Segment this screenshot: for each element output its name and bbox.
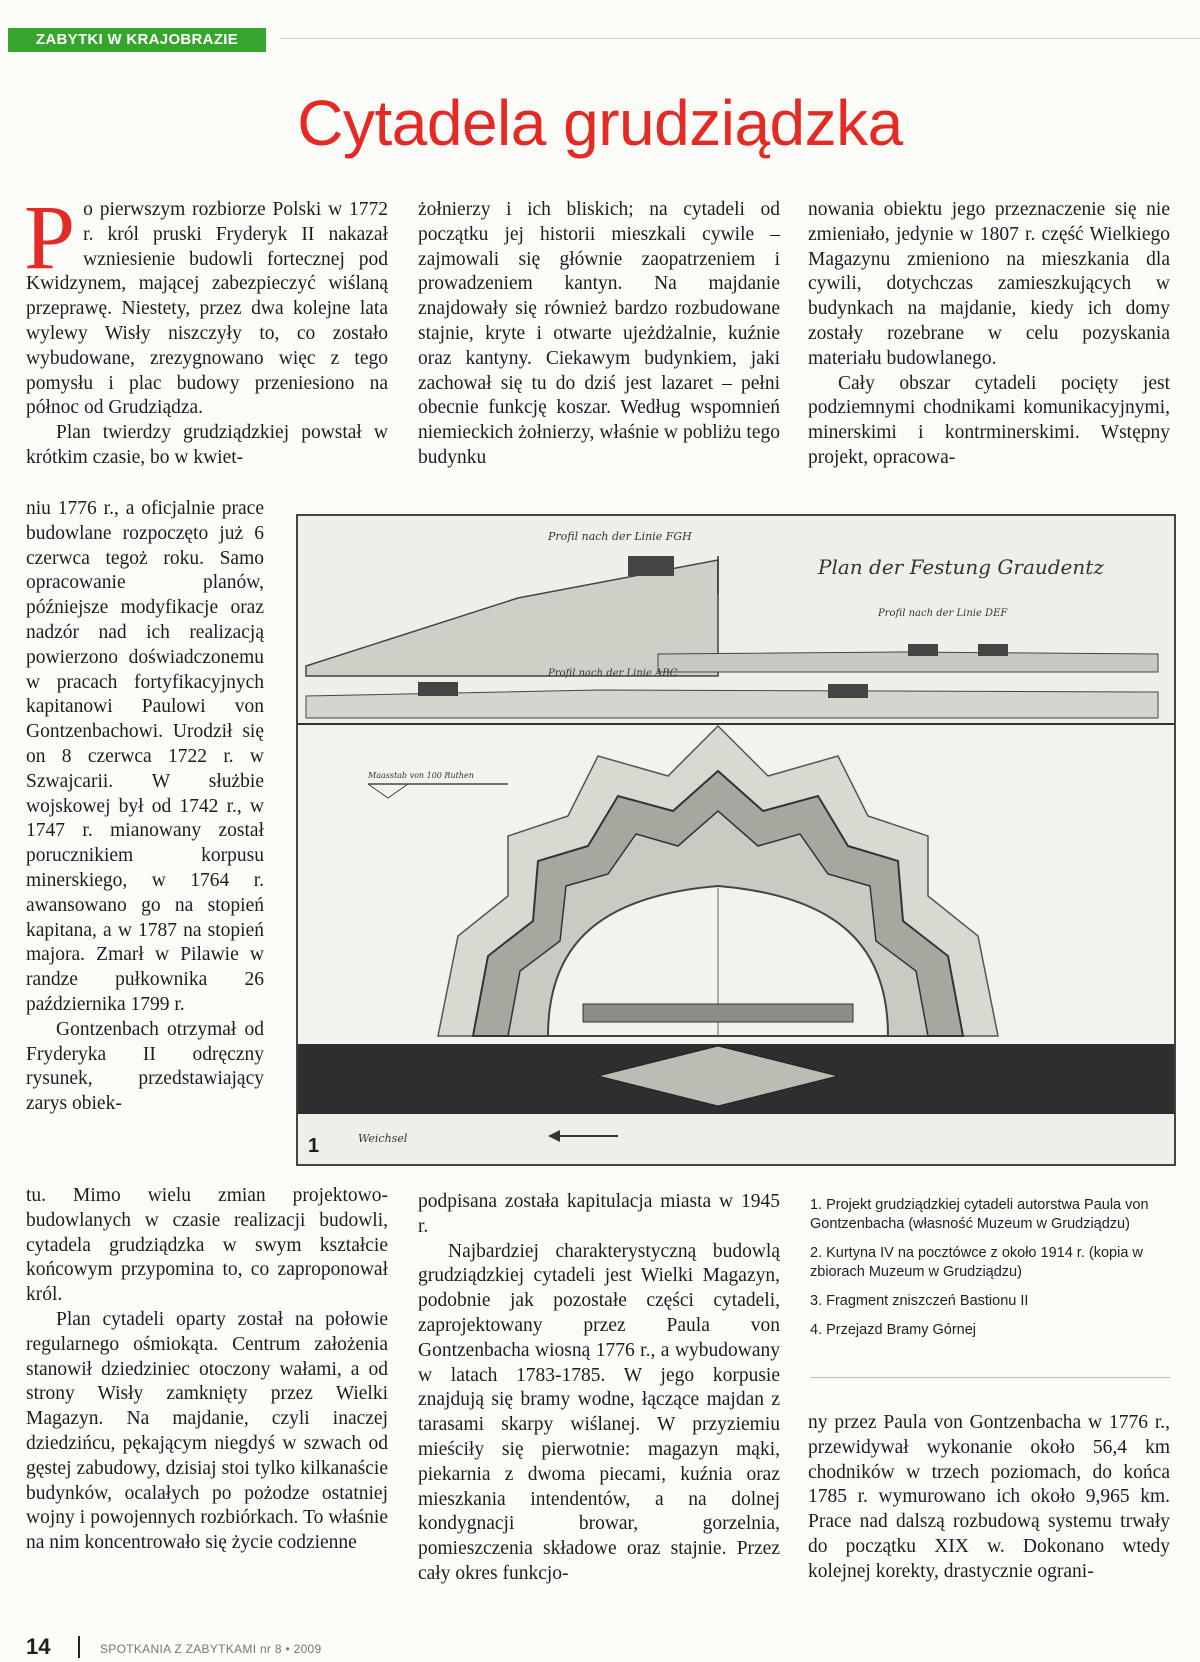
publication-name: SPOTKANIA Z ZABYTKAMI nr 8 • 2009: [100, 1642, 322, 1656]
profile-building: [978, 644, 1008, 656]
lower-strip: [298, 1114, 1174, 1164]
profile-label-1: Profil nach der Linie FGH: [548, 530, 692, 543]
column-2-bottom: [418, 1190, 780, 1587]
scale-bar-mark: [368, 784, 408, 798]
paragraph: Cały obszar cytadeli pocięty jest podziemnymi chodnikami komunikacyjnymi, minerskimi i kontrminerskimi. Wstępny projekt, opracowa-: [808, 372, 1170, 468]
article-title: Cytadela grudziądzka: [297, 87, 903, 159]
drop-cap: P: [24, 186, 76, 288]
top-rule: [280, 38, 1200, 39]
paragraph-text: o pierwszym rozbiorze Polski w 1772 r. król pruski Fryderyk II nakazał wzniesienie budowli fortecznej pod Kwidzynem, mającej zabezpieczyć wiślaną przeprawę. Niestety, przez dwa kolejne lata wylewy Wisły niszczyły to, co zostało wybudowane, zrezygnowano więc z tego pomysłu i plac budowy przeniesiono na północ od Grudziądza.: [26, 199, 388, 419]
column-1-top: [24, 186, 388, 471]
great-magazine: [583, 1004, 853, 1022]
column-3-top: [808, 198, 1170, 471]
figure-captions: [810, 1196, 1180, 1350]
caption: 2. Kurtyna IV na pocztówce z około 1914 r. (kopia w zbiorach Muzeum w Grudziądzu): [810, 1245, 1143, 1280]
profile-building: [628, 556, 674, 576]
paragraph: nowania obiektu jego przeznaczenie się nie zmieniało, jedynie w 1807 r. część Wielkiego Magazynu zmieniono na mieszkania dla cywili, dotychczas zamieszkujących w budynkach na majdanie, kiedy ich domy zostały rozebrane w celu pozyskania materiału budowlanego.: [808, 199, 1170, 369]
column-3-bottom: [808, 1411, 1170, 1585]
fortress-plan-figure: [296, 514, 1176, 1166]
column-1-narrow: [26, 497, 264, 1117]
profile-label-2: Profil nach der Linie DEF: [878, 608, 1008, 619]
paragraph: Plan cytadeli oparty został na połowie regularnego ośmiokąta. Centrum założenia stanowił dziedziniec otoczony wałami, a od strony Wisły zamknięty przez Wielki Magazyn. Na majdanie, czyli inaczej dziedzińcu, pękającym niegdyś w szwach od gęstej zabudowy, dzisiaj stoi tylko kilkanaście budynków, ocalałych po pożodze ostatniej wojny i powojennych rozbiórkach. To właśnie na nim koncentrowało się życie codzienne: [26, 1308, 388, 1554]
fortress-plan-drawing: [298, 516, 1174, 1164]
profile-building: [828, 684, 868, 698]
profile-label-3: Profil nach der Linie ABC: [548, 668, 678, 679]
caption: 4. Przejazd Bramy Górnej: [810, 1322, 977, 1338]
paragraph: ny przez Paula von Gontzenbacha w 1776 r., przewidywał wykonanie około 56,4 km chodników w trzech poziomach, do końca 1785 r. wymurowano ich około 9,965 km. Prace nad dalszą rozbudową systemu trwały do początku XIX w. Dokonano wtedy kolejnej korekty, drastycznie ograni-: [808, 1412, 1170, 1582]
scale-label: Maasstab von 100 Ruthen: [368, 771, 474, 780]
column-2-top: [418, 198, 780, 471]
plan-title: Plan der Festung Graudentz: [818, 555, 1104, 579]
profile-building: [418, 682, 458, 696]
page-number: 14: [26, 1634, 51, 1659]
paragraph: tu. Mimo wielu zmian projektowo-budowlanych w czasie realizacji budowli, cytadela grudziądzka w swym kształcie końcowym przypomina to, co zaproponował król.: [26, 1185, 388, 1306]
paragraph: [24, 186, 388, 421]
section-tag: ZABYTKI W KRAJOBRAZIE: [8, 28, 266, 52]
paragraph: Najbardziej charakterystyczną budowlą grudziądzkiej cytadeli jest Wielki Magazyn, podobnie jak pozostałe części cytadeli, zaprojektowany przez Paula von Gontzenbacha wiosną 1776 r., a wybudowany w latach 1783-1785. W jego korpusie znajdują się bramy wodne, łączące majdan z tarasami skarpy wiślanej. W przyziemiu mieściły się pierwotnie: magazyn mąki, piekarnia z dwoma piecami, kuźnia oraz mieszkania intendentów, a na dolnej kondygnacji browar, gorzelnia, pomieszczenia składowe oraz stajnie. Przez cały okres funkcjo-: [418, 1240, 780, 1584]
footer-divider: [78, 1636, 80, 1658]
caption-rule: [810, 1377, 1170, 1378]
paragraph: niu 1776 r., a oficjalnie prace budowlane rozpoczęto już 6 czerwca tegoż roku. Samo opracowanie planów, późniejsze modyfikacje oraz nadzór nad ich realizacją powierzono doświadczonemu w pracach fortyfikacyjnych kapitanowi Paulowi von Gontzenbachowi. Urodził się on 8 czerwca 1722 r. w Szwajcarii. W służbie wojskowej był od 1742 r., w 1747 r. mianowany został porucznikiem korpusu minerskiego, w 1764 r. awansowano go na stopień kapitana, a w 1787 na stopień majora. Zmarł w Pilawie w randze pułkownika 26 października 1799 r.: [26, 498, 264, 1015]
caption: 1. Projekt grudziądzkiej cytadeli autorstwa Paula von Gontzenbacha (własność Muzeum w Grudziądzu): [810, 1197, 1149, 1232]
column-1-bottom: [26, 1184, 388, 1556]
paragraph: podpisana została kapitulacja miasta w 1945 r.: [418, 1191, 780, 1237]
river-label: Weichsel: [358, 1132, 408, 1145]
profile-building: [908, 644, 938, 656]
figure-number: 1: [308, 1135, 320, 1157]
paragraph: Gontzenbach otrzymał od Fryderyka II odręczny rysunek, przedstawiający zarys obiek-: [26, 1018, 264, 1115]
paragraph: Plan twierdzy grudziądzkiej powstał w krótkim czasie, bo w kwiet-: [26, 422, 388, 468]
caption: 3. Fragment zniszczeń Bastionu II: [810, 1293, 1029, 1309]
paragraph: żołnierzy i ich bliskich; na cytadeli od początku jej historii mieszkali cywile – zajmowali się głównie zaopatrzeniem i prowadzeniem kantyn. Na majdanie znajdowały się również bardzo rozbudowane stajnie, kryte i otwarte ujeżdżalnie, kuźnie oraz kantyny. Ciekawym budynkiem, jaki zachował się tu do dziś jest lazaret – pełni obecnie funkcję koszar. Według wspomnień niemieckich żołnierzy, właśnie w pobliżu tego budynku: [418, 199, 780, 468]
